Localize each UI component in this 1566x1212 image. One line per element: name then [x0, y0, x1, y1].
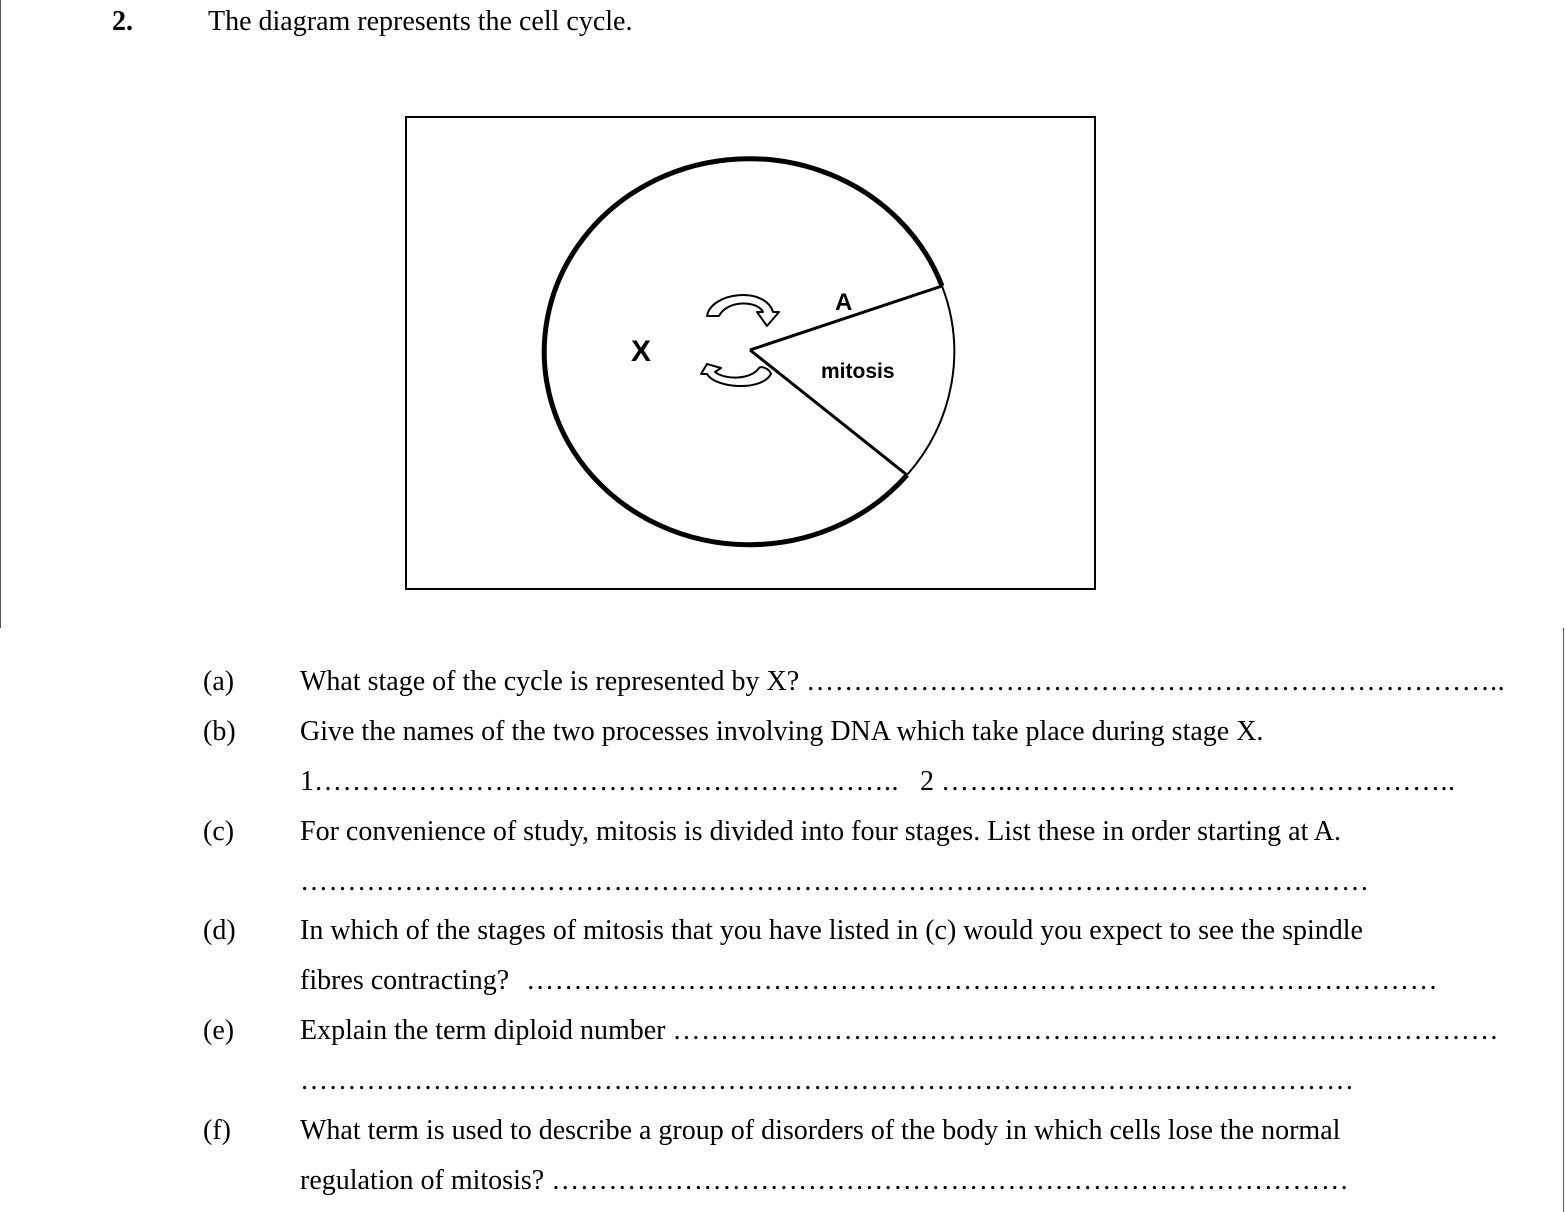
part-c-label: (c) [203, 816, 235, 847]
diagram-frame [406, 117, 1095, 589]
part-a-answer-line[interactable]: ……………………………………………………………….. [806, 666, 1506, 697]
part-d-label: (d) [203, 915, 236, 946]
part-b-answer-1-prefix: 1 [300, 766, 314, 797]
part-e-question [300, 1015, 1499, 1047]
part-a-label: (a) [203, 666, 235, 697]
part-b-answer-1-line[interactable]: …………………………………………………….. [314, 766, 899, 797]
part-d-text-cont: fibres contracting? [300, 965, 510, 996]
cell-cycle-diagram [405, 116, 1096, 590]
part-c-answer-line[interactable]: …………………………………………………………………..……………………………… [300, 866, 1370, 897]
part-f-continuation [300, 1165, 1349, 1197]
part-d-answer-line[interactable]: …………………………………………………………………………………… [526, 965, 1439, 996]
part-b-answer-2-prefix: 2 [920, 766, 934, 797]
part-b-answer-2-line[interactable]: ……..……………………………………….. [941, 766, 1456, 797]
part-d-text: In which of the stages of mitosis that you have listed in (c) would you expect to see the spindle [300, 915, 1363, 946]
part-e-answer-line[interactable]: …………………………………………………………………………… [672, 1015, 1499, 1046]
cycle-arrow-top-icon [707, 295, 779, 326]
question-number: 2. [112, 6, 133, 37]
part-f-text-cont: regulation of mitosis? [300, 1165, 545, 1196]
left-border-line [0, 0, 1, 628]
part-e-label: (e) [203, 1015, 235, 1046]
cycle-arrow-bottom-icon [701, 364, 771, 386]
part-c-text: For convenience of study, mitosis is divided into four stages. List these in order starting at A. [300, 816, 1342, 847]
part-b-label: (b) [203, 716, 236, 747]
part-f-answer-line[interactable]: ………………………………………………………………………… [551, 1165, 1350, 1196]
mitosis-arc [907, 286, 954, 475]
part-b-text: Give the names of the two processes involving DNA which take place during stage X. [300, 716, 1264, 747]
label-x: X [631, 335, 652, 368]
part-e-text: Explain the term diploid number [300, 1015, 666, 1046]
part-a-text: What stage of the cycle is represented by X? [300, 666, 800, 697]
part-f-text: What term is used to describe a group of disorders of the body in which cells lose the normal [300, 1115, 1341, 1146]
label-a: A [835, 289, 853, 316]
part-e-answer-line-2[interactable]: ………………………………………………………………………………………………… [300, 1065, 1355, 1096]
label-mitosis: mitosis [821, 360, 895, 383]
part-f-label: (f) [203, 1115, 231, 1146]
part-b-answers [300, 766, 1456, 798]
question-intro: The diagram represents the cell cycle. [208, 6, 633, 37]
part-a-question [300, 666, 1505, 698]
right-border-line [1563, 628, 1564, 1212]
cycle-arc [544, 159, 942, 545]
part-d-continuation [300, 965, 1438, 997]
